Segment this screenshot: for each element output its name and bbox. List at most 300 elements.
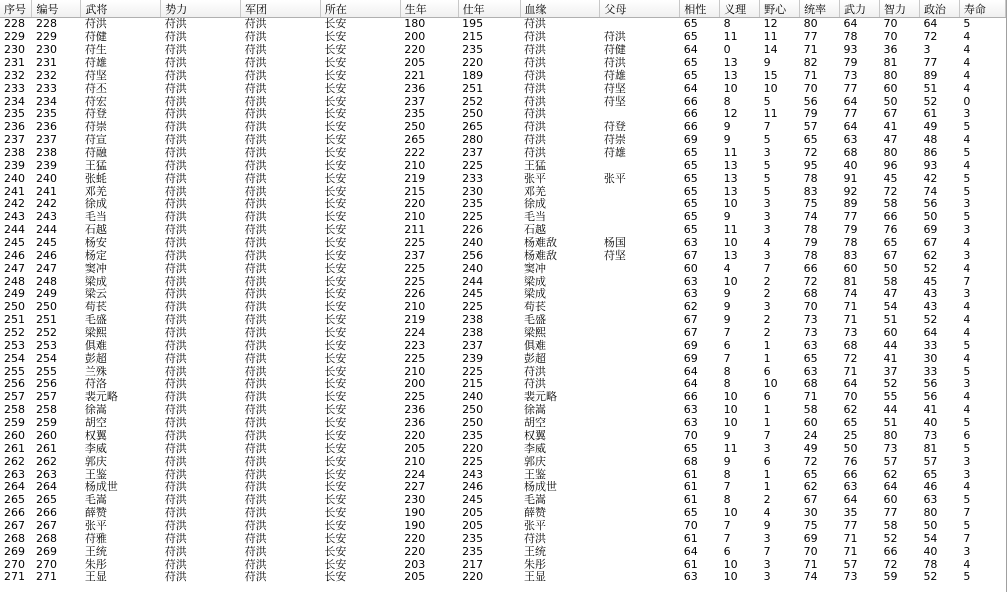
col-seq-cell: 260 xyxy=(4,429,25,442)
col-leadership-cell: 95 xyxy=(803,159,818,172)
col-lifespan-cell: 3 xyxy=(963,288,971,301)
col-strength-cell: 68 xyxy=(843,146,858,160)
col-lifespan-cell: 3 xyxy=(963,249,971,262)
col-parent-cell: 苻坚 xyxy=(603,82,626,95)
col-intelligence-cell: 81 xyxy=(883,56,898,69)
col-politics-cell: 56 xyxy=(923,390,938,404)
col-strength-cell: 63 xyxy=(843,133,858,147)
col-general-cell: 王猛 xyxy=(84,159,107,172)
col-lifespan-header[interactable]: 寿命 xyxy=(959,0,1005,18)
table-row[interactable] xyxy=(0,31,1006,44)
table-row[interactable] xyxy=(0,198,1006,211)
col-leadership-cell: 58 xyxy=(803,403,818,417)
col-leadership-cell: 71 xyxy=(803,390,818,404)
col-service-year-cell: 215 xyxy=(462,378,484,391)
col-strength-cell: 71 xyxy=(843,545,858,558)
col-location-cell: 长安 xyxy=(324,133,347,147)
col-service-year-header[interactable]: 仕年 xyxy=(458,0,520,18)
col-leadership-cell: 78 xyxy=(803,249,818,262)
col-loyalty-cell: 10 xyxy=(723,506,738,520)
col-strength-cell: 76 xyxy=(843,455,858,468)
col-ambition-cell: 14 xyxy=(763,43,778,57)
col-faction-cell: 苻洪 xyxy=(164,403,187,417)
col-intelligence-cell: 44 xyxy=(883,403,898,417)
col-faction-cell: 苻洪 xyxy=(164,146,187,160)
col-location-cell: 长安 xyxy=(324,69,347,82)
col-affinity-cell: 63 xyxy=(683,288,698,301)
col-birth-year-cell: 205 xyxy=(404,570,426,584)
col-id-cell: 229 xyxy=(35,30,57,44)
table-row[interactable] xyxy=(0,288,1006,301)
col-seq-cell: 267 xyxy=(4,519,25,532)
col-ambition-cell: 7 xyxy=(763,545,771,558)
col-birth-year-cell: 221 xyxy=(404,69,426,82)
col-leadership-cell: 70 xyxy=(803,545,818,558)
col-corps-cell: 苻洪 xyxy=(244,300,267,314)
col-bloodline-cell: 苻洪 xyxy=(524,69,547,82)
col-faction-cell: 苻洪 xyxy=(164,352,187,365)
col-parent-header[interactable]: 父母 xyxy=(600,0,680,18)
col-politics-cell: 86 xyxy=(923,146,938,160)
table-row[interactable] xyxy=(0,442,1006,455)
col-strength-cell: 57 xyxy=(843,558,858,571)
col-politics-cell: 64 xyxy=(923,326,938,340)
col-bloodline-cell: 张平 xyxy=(524,519,547,532)
col-bloodline-cell: 杨难敌 xyxy=(524,249,558,262)
col-leadership-cell: 71 xyxy=(803,43,818,57)
col-general-cell: 苻洪 xyxy=(84,17,107,31)
col-seq-cell: 262 xyxy=(4,455,25,468)
col-bloodline-cell: 王统 xyxy=(524,545,547,558)
col-politics-cell: 33 xyxy=(923,339,938,352)
col-affinity-cell: 70 xyxy=(683,519,698,532)
col-birth-year-cell: 265 xyxy=(404,133,426,147)
col-seq-cell: 230 xyxy=(4,43,25,57)
table-row[interactable] xyxy=(0,507,1006,520)
col-faction-cell: 苻洪 xyxy=(164,558,187,571)
table-row[interactable] xyxy=(0,327,1006,340)
col-strength-cell: 93 xyxy=(843,43,858,57)
col-strength-cell: 40 xyxy=(843,159,858,172)
col-location-cell: 长安 xyxy=(324,558,347,571)
table-row[interactable] xyxy=(0,237,1006,250)
col-id-cell: 254 xyxy=(35,352,57,365)
col-seq-cell: 266 xyxy=(4,506,25,520)
col-location-cell: 长安 xyxy=(324,455,347,468)
col-seq-cell: 247 xyxy=(4,262,25,275)
col-faction-cell: 苻洪 xyxy=(164,506,187,520)
col-lifespan-cell: 4 xyxy=(963,352,971,365)
col-intelligence-cell: 44 xyxy=(883,339,898,352)
col-seq-cell: 245 xyxy=(4,236,25,250)
table-row[interactable] xyxy=(0,57,1006,70)
col-ambition-cell: 12 xyxy=(763,17,778,31)
col-intelligence-cell: 55 xyxy=(883,390,898,404)
col-leadership-cell: 69 xyxy=(803,532,818,545)
col-loyalty-cell: 6 xyxy=(723,339,731,352)
table-row[interactable] xyxy=(0,520,1006,533)
col-leadership-cell: 68 xyxy=(803,378,818,391)
col-general-cell: 苻宣 xyxy=(84,133,107,147)
col-lifespan-cell: 5 xyxy=(963,210,971,224)
col-politics-cell: 50 xyxy=(923,210,938,224)
col-affinity-cell: 61 xyxy=(683,558,698,571)
col-loyalty-cell: 9 xyxy=(723,120,731,134)
col-general-cell: 苻雅 xyxy=(84,532,107,545)
col-corps-cell: 苻洪 xyxy=(244,558,267,571)
col-id-header[interactable]: 编号 xyxy=(32,0,81,18)
col-location-cell: 长安 xyxy=(324,352,347,365)
table-row[interactable] xyxy=(0,481,1006,494)
col-birth-year-header[interactable]: 生年 xyxy=(400,0,458,18)
col-location-cell: 长安 xyxy=(324,17,347,31)
col-location-cell: 长安 xyxy=(324,468,347,481)
table-row[interactable] xyxy=(0,339,1006,352)
col-faction-cell: 苻洪 xyxy=(164,442,187,455)
col-lifespan-cell: 4 xyxy=(963,300,971,314)
col-bloodline-cell: 王鉴 xyxy=(524,468,547,481)
col-id-cell: 235 xyxy=(35,108,57,121)
col-id-cell: 260 xyxy=(35,429,57,442)
col-loyalty-cell: 0 xyxy=(723,43,731,57)
col-service-year-cell: 243 xyxy=(462,468,484,481)
col-affinity-cell: 66 xyxy=(683,390,698,404)
col-birth-year-cell: 237 xyxy=(404,95,426,108)
table-row[interactable] xyxy=(0,185,1006,198)
col-service-year-cell: 233 xyxy=(462,172,484,185)
col-bloodline-cell: 石越 xyxy=(524,223,547,237)
col-ambition-cell: 9 xyxy=(763,519,771,532)
col-ambition-cell: 3 xyxy=(763,532,771,545)
col-parent-cell xyxy=(600,430,680,443)
col-strength-cell: 70 xyxy=(843,390,858,404)
col-strength-cell: 60 xyxy=(843,262,858,275)
col-parent-cell xyxy=(600,378,680,391)
col-corps-cell: 苻洪 xyxy=(244,455,267,468)
col-loyalty-cell: 9 xyxy=(723,429,731,442)
col-parent-cell xyxy=(600,532,680,545)
col-ambition-cell: 1 xyxy=(763,416,771,430)
col-loyalty-cell: 13 xyxy=(723,185,738,198)
col-location-header[interactable]: 所在 xyxy=(320,0,400,18)
col-affinity-cell: 65 xyxy=(683,69,698,82)
col-general-cell: 窦冲 xyxy=(84,262,107,275)
col-general-cell: 杨定 xyxy=(84,249,107,262)
col-affinity-header[interactable]: 相性 xyxy=(680,0,720,18)
col-service-year-cell: 245 xyxy=(462,493,484,507)
table-row[interactable] xyxy=(0,378,1006,391)
col-lifespan-cell: 4 xyxy=(963,133,971,147)
table-row[interactable] xyxy=(0,108,1006,121)
col-id-cell: 263 xyxy=(35,468,57,481)
col-politics-header[interactable]: 政治 xyxy=(919,0,959,18)
col-politics-cell: 63 xyxy=(923,493,938,507)
col-faction-header[interactable]: 势力 xyxy=(161,0,241,18)
col-location-cell: 长安 xyxy=(324,108,347,121)
col-parent-cell xyxy=(600,108,680,121)
col-affinity-cell: 61 xyxy=(683,493,698,507)
col-strength-cell: 66 xyxy=(843,468,858,481)
table-row[interactable] xyxy=(0,275,1006,288)
table-row[interactable] xyxy=(0,172,1006,185)
col-service-year-cell: 217 xyxy=(462,558,484,571)
col-politics-cell: 43 xyxy=(923,288,938,301)
col-parent-cell xyxy=(600,327,680,340)
table-row[interactable] xyxy=(0,558,1006,571)
col-strength-cell: 72 xyxy=(843,352,858,365)
col-leadership-cell: 82 xyxy=(803,56,818,69)
col-politics-cell: 50 xyxy=(923,519,938,532)
col-service-year-cell: 215 xyxy=(462,30,484,44)
table-row[interactable] xyxy=(0,224,1006,237)
col-seq-cell: 263 xyxy=(4,468,25,481)
col-lifespan-cell: 5 xyxy=(963,570,971,584)
col-seq-cell: 268 xyxy=(4,532,25,545)
col-bloodline-cell: 苻洪 xyxy=(524,365,547,378)
col-faction-cell: 苻洪 xyxy=(164,69,187,82)
col-bloodline-cell: 苻洪 xyxy=(524,30,547,44)
col-strength-cell: 64 xyxy=(843,493,858,507)
col-ambition-cell: 6 xyxy=(763,365,771,378)
col-service-year-cell: 225 xyxy=(462,159,484,172)
col-birth-year-cell: 203 xyxy=(404,558,426,571)
col-faction-cell: 苻洪 xyxy=(164,95,187,108)
col-politics-cell: 93 xyxy=(923,159,938,172)
col-service-year-cell: 265 xyxy=(462,120,484,134)
col-parent-cell xyxy=(600,494,680,507)
col-faction-cell: 苻洪 xyxy=(164,416,187,430)
col-intelligence-cell: 60 xyxy=(883,82,898,95)
col-politics-cell: 49 xyxy=(923,120,938,134)
col-leadership-cell: 60 xyxy=(803,416,818,430)
col-faction-cell: 苻洪 xyxy=(164,198,187,211)
col-strength-header[interactable]: 武力 xyxy=(840,0,880,18)
col-politics-cell: 73 xyxy=(923,429,938,442)
col-leadership-cell: 74 xyxy=(803,570,818,584)
col-general-cell: 毛嵩 xyxy=(84,493,107,507)
col-intelligence-cell: 36 xyxy=(883,43,898,57)
table-row[interactable] xyxy=(0,95,1006,108)
table-row[interactable] xyxy=(0,494,1006,507)
col-seq-cell: 241 xyxy=(4,185,25,198)
table-row[interactable] xyxy=(0,468,1006,481)
col-ambition-cell: 3 xyxy=(763,300,771,314)
col-lifespan-cell: 4 xyxy=(963,403,971,417)
col-corps-cell: 苻洪 xyxy=(244,146,267,160)
col-loyalty-cell: 10 xyxy=(723,236,738,250)
col-general-cell: 苻崇 xyxy=(84,120,107,134)
col-strength-cell: 50 xyxy=(843,442,858,455)
col-seq-cell: 243 xyxy=(4,210,25,224)
col-parent-cell xyxy=(600,481,680,494)
col-affinity-cell: 61 xyxy=(683,468,698,481)
table-row[interactable] xyxy=(0,455,1006,468)
col-location-cell: 长安 xyxy=(324,570,347,584)
col-general-cell: 梁熙 xyxy=(84,326,107,340)
col-lifespan-cell: 5 xyxy=(963,442,971,455)
col-seq-cell: 271 xyxy=(4,570,25,584)
col-general-header[interactable]: 武将 xyxy=(81,0,161,18)
col-affinity-cell: 65 xyxy=(683,146,698,160)
table-row[interactable] xyxy=(0,159,1006,172)
col-loyalty-cell: 13 xyxy=(723,159,738,172)
col-lifespan-cell: 5 xyxy=(963,339,971,352)
col-bloodline-cell: 权翼 xyxy=(524,429,547,442)
table-row[interactable] xyxy=(0,69,1006,82)
col-id-cell: 259 xyxy=(35,416,57,430)
col-seq-header[interactable]: 序号 xyxy=(0,0,32,18)
table-row[interactable] xyxy=(0,365,1006,378)
col-leadership-header[interactable]: 统率 xyxy=(800,0,840,18)
col-bloodline-header[interactable]: 血缘 xyxy=(520,0,600,18)
col-faction-cell: 苻洪 xyxy=(164,365,187,378)
col-id-cell: 234 xyxy=(35,95,57,108)
col-intelligence-cell: 60 xyxy=(883,326,898,340)
col-service-year-cell: 251 xyxy=(462,82,484,95)
col-intelligence-cell: 52 xyxy=(883,378,898,391)
col-intelligence-cell: 45 xyxy=(883,172,898,185)
col-bloodline-cell: 王显 xyxy=(524,570,547,584)
col-general-cell: 张蚝 xyxy=(84,172,107,185)
col-ambition-cell: 11 xyxy=(763,108,778,121)
col-faction-cell: 苻洪 xyxy=(164,326,187,340)
col-birth-year-cell: 236 xyxy=(404,403,426,417)
col-service-year-cell: 250 xyxy=(462,416,484,430)
col-service-year-cell: 220 xyxy=(462,442,484,455)
col-seq-cell: 237 xyxy=(4,133,25,147)
col-intelligence-cell: 58 xyxy=(883,519,898,532)
col-location-cell: 长安 xyxy=(324,313,347,327)
col-ambition-cell: 6 xyxy=(763,390,771,404)
col-service-year-cell: 239 xyxy=(462,352,484,365)
col-bloodline-cell: 梁熙 xyxy=(524,326,547,340)
col-ambition-cell: 10 xyxy=(763,378,778,391)
col-corps-cell: 苻洪 xyxy=(244,480,267,494)
table-row[interactable] xyxy=(0,249,1006,262)
col-politics-cell: 40 xyxy=(923,545,938,558)
table-row[interactable] xyxy=(0,571,1006,584)
col-intelligence-cell: 80 xyxy=(883,69,898,82)
col-bloodline-cell: 彭超 xyxy=(524,352,547,365)
col-service-year-cell: 235 xyxy=(462,43,484,57)
table-row[interactable] xyxy=(0,532,1006,545)
col-leadership-cell: 72 xyxy=(803,455,818,468)
col-affinity-cell: 61 xyxy=(683,532,698,545)
col-bloodline-cell: 苻洪 xyxy=(524,82,547,95)
col-id-cell: 237 xyxy=(35,133,57,147)
table-row[interactable] xyxy=(0,18,1006,31)
col-leadership-cell: 70 xyxy=(803,300,818,314)
col-intelligence-cell: 51 xyxy=(883,416,898,430)
col-intelligence-cell: 58 xyxy=(883,275,898,288)
col-ambition-header[interactable]: 野心 xyxy=(760,0,800,18)
col-parent-cell xyxy=(600,301,680,314)
col-politics-cell: 56 xyxy=(923,198,938,211)
col-lifespan-cell: 4 xyxy=(963,262,971,275)
col-loyalty-cell: 8 xyxy=(723,17,731,31)
header-row xyxy=(0,0,1006,18)
col-lifespan-cell: 6 xyxy=(963,429,971,442)
table-row[interactable] xyxy=(0,301,1006,314)
col-bloodline-cell: 苻洪 xyxy=(524,146,547,160)
col-strength-cell: 64 xyxy=(843,17,858,31)
col-lifespan-cell: 4 xyxy=(963,558,971,571)
table-row[interactable] xyxy=(0,44,1006,57)
table-row[interactable] xyxy=(0,82,1006,95)
table-row[interactable] xyxy=(0,134,1006,147)
col-location-cell: 长安 xyxy=(324,198,347,211)
col-loyalty-cell: 11 xyxy=(723,223,738,237)
col-parent-cell: 苻坚 xyxy=(603,95,626,108)
col-service-year-cell: 235 xyxy=(462,532,484,545)
table-row[interactable] xyxy=(0,430,1006,443)
table-row[interactable] xyxy=(0,545,1006,558)
col-corps-header[interactable]: 军团 xyxy=(241,0,321,18)
col-general-cell: 毛当 xyxy=(84,210,107,224)
col-strength-cell: 64 xyxy=(843,95,858,108)
col-ambition-cell: 1 xyxy=(763,468,771,481)
table-row[interactable] xyxy=(0,314,1006,327)
col-lifespan-cell: 5 xyxy=(963,519,971,532)
table-row[interactable] xyxy=(0,147,1006,160)
col-ambition-cell: 3 xyxy=(763,210,771,224)
col-lifespan-cell: 5 xyxy=(963,146,971,160)
col-seq-cell: 258 xyxy=(4,403,25,417)
col-affinity-cell: 64 xyxy=(683,82,698,95)
col-politics-cell: 43 xyxy=(923,300,938,314)
col-politics-cell: 40 xyxy=(923,416,938,430)
col-id-cell: 264 xyxy=(35,480,57,494)
col-politics-cell: 81 xyxy=(923,442,938,455)
table-row[interactable] xyxy=(0,211,1006,224)
col-loyalty-header[interactable]: 义理 xyxy=(720,0,760,18)
col-parent-cell: 苻登 xyxy=(603,120,626,134)
col-bloodline-cell: 徐嵩 xyxy=(524,403,547,417)
col-lifespan-cell: 7 xyxy=(963,532,971,545)
col-lifespan-cell: 3 xyxy=(963,198,971,211)
col-id-cell: 271 xyxy=(35,570,57,584)
col-corps-cell: 苻洪 xyxy=(244,403,267,417)
table-header xyxy=(0,0,1006,18)
col-affinity-cell: 65 xyxy=(683,159,698,172)
col-seq-cell: 250 xyxy=(4,300,25,314)
col-bloodline-cell: 苻洪 xyxy=(524,532,547,545)
table-row[interactable] xyxy=(0,391,1006,404)
table-row[interactable] xyxy=(0,352,1006,365)
col-intelligence-header[interactable]: 智力 xyxy=(879,0,919,18)
col-politics-cell: 48 xyxy=(923,133,938,147)
col-general-cell: 裴元略 xyxy=(84,390,118,404)
table-row[interactable] xyxy=(0,121,1006,134)
col-general-cell: 彭超 xyxy=(84,352,107,365)
col-bloodline-cell: 王猛 xyxy=(524,159,547,172)
col-strength-cell: 79 xyxy=(843,56,858,69)
col-parent-cell: 张平 xyxy=(603,172,626,185)
col-corps-cell: 苻洪 xyxy=(244,326,267,340)
table-row[interactable] xyxy=(0,262,1006,275)
col-general-cell: 王显 xyxy=(84,570,107,584)
col-loyalty-cell: 10 xyxy=(723,275,738,288)
col-loyalty-cell: 8 xyxy=(723,95,731,108)
col-bloodline-cell: 苻洪 xyxy=(524,56,547,69)
col-faction-cell: 苻洪 xyxy=(164,532,187,545)
col-intelligence-cell: 77 xyxy=(883,506,898,520)
table-row[interactable] xyxy=(0,417,1006,430)
col-parent-cell xyxy=(600,468,680,481)
table-row[interactable] xyxy=(0,404,1006,417)
col-ambition-cell: 4 xyxy=(763,236,771,250)
col-loyalty-cell: 13 xyxy=(723,249,738,262)
